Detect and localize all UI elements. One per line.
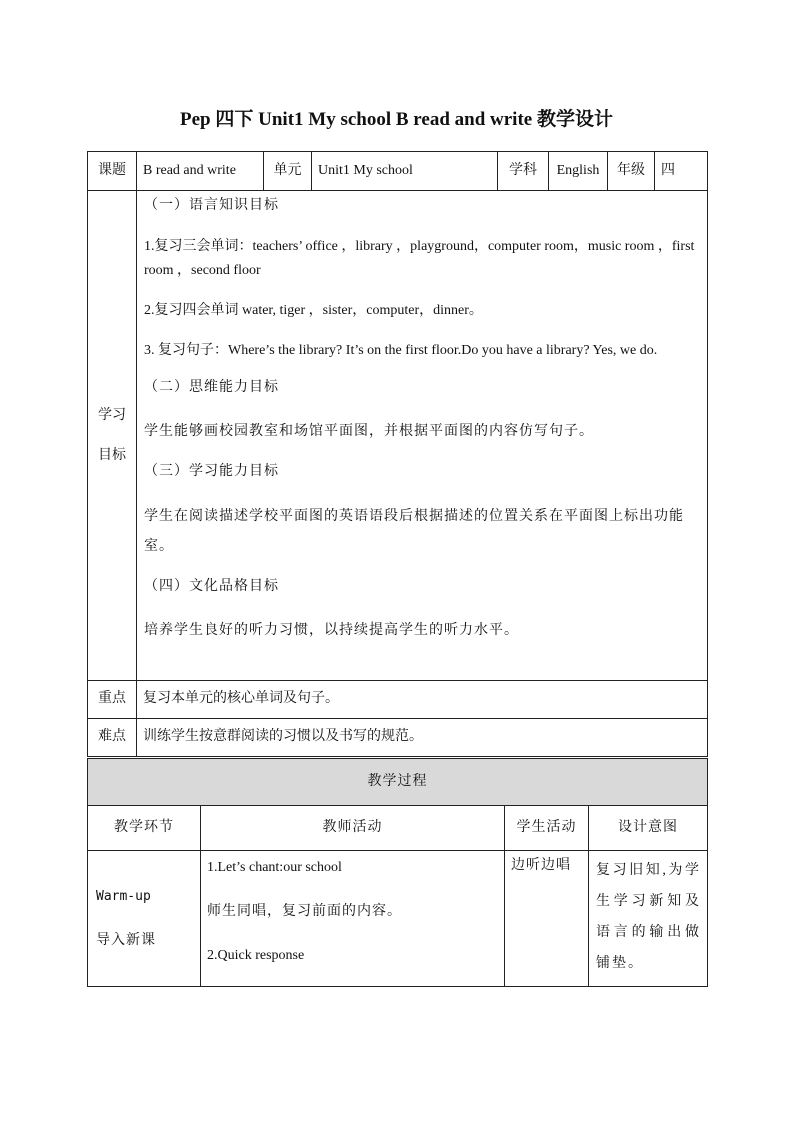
objectives-label: 学习 目标 [88, 191, 137, 681]
column-header-student: 学生活动 [505, 806, 589, 851]
subject-label: 学科 [498, 152, 549, 191]
process-heading: 教学过程 [88, 759, 708, 806]
topic-value: B read and write [137, 152, 264, 191]
topic-label: 课题 [88, 152, 137, 191]
key-point-row [88, 681, 708, 719]
grade-value: 四 [655, 152, 708, 191]
document-title: Pep 四下 Unit1 My school B read and write 教学设计 [180, 109, 613, 130]
objective-item: 3. 复习句子：Where’s the library? It’s on the first floor.Do you have a library? Yes, we do. [144, 343, 658, 359]
objective-section-heading: （一）语言知识目标 [144, 198, 279, 213]
difficulty-value: 训练学生按意群阅读的习惯以及书写的规范。 [137, 719, 708, 757]
teacher-activity-cell: 1.Let’s chant:our school 师生同唱，复习前面的内容。 2.Quick response [201, 851, 505, 987]
column-header-intent: 设计意图 [589, 806, 708, 851]
stage-cell: Warm-up 导入新课 [88, 851, 201, 987]
objective-item: 学生在阅读描述学校平面图的英语语段后根据描述的位置关系在平面图上标出功能室。 [144, 508, 684, 554]
lesson-info-table [87, 151, 708, 757]
process-column-headers [88, 806, 708, 851]
objective-item: 培养学生良好的听力习惯，以持续提高学生的听力水平。 [144, 622, 519, 638]
objective-item: 学生能够画校园教室和场馆平面图，并根据平面图的内容仿写句子。 [144, 424, 594, 440]
objectives-row [88, 191, 708, 681]
objective-section-heading: （三）学习能力目标 [144, 464, 279, 480]
subject-value: English [549, 152, 608, 191]
teaching-process-table [87, 758, 708, 987]
design-intent-cell: 复习旧知,为学生学习新知及语言的输出做铺垫。 [589, 851, 708, 987]
key-point-value: 复习本单元的核心单词及句子。 [137, 681, 708, 719]
unit-label: 单元 [264, 152, 312, 191]
table-row [88, 851, 708, 987]
difficulty-row [88, 719, 708, 757]
column-header-teacher: 教师活动 [201, 806, 505, 851]
objective-item: 2.复习四会单词 water, tiger ，sister，computer，dinner。 [144, 303, 483, 319]
objective-section-heading: （四）文化品格目标 [144, 578, 279, 594]
grade-label: 年级 [608, 152, 655, 191]
objectives-content [137, 191, 708, 681]
unit-value: Unit1 My school [312, 152, 498, 191]
objective-section-heading: （二）思维能力目标 [144, 380, 279, 396]
objective-item: 1.复习三会单词：teachers’ office ，library ，playground，computer room，music room ，first room ，second floor [144, 239, 695, 279]
info-row [88, 152, 708, 191]
key-point-label: 重点 [88, 681, 137, 719]
difficulty-label: 难点 [88, 719, 137, 757]
student-activity-cell: 边听边唱 [505, 851, 589, 987]
column-header-stage: 教学环节 [88, 806, 201, 851]
